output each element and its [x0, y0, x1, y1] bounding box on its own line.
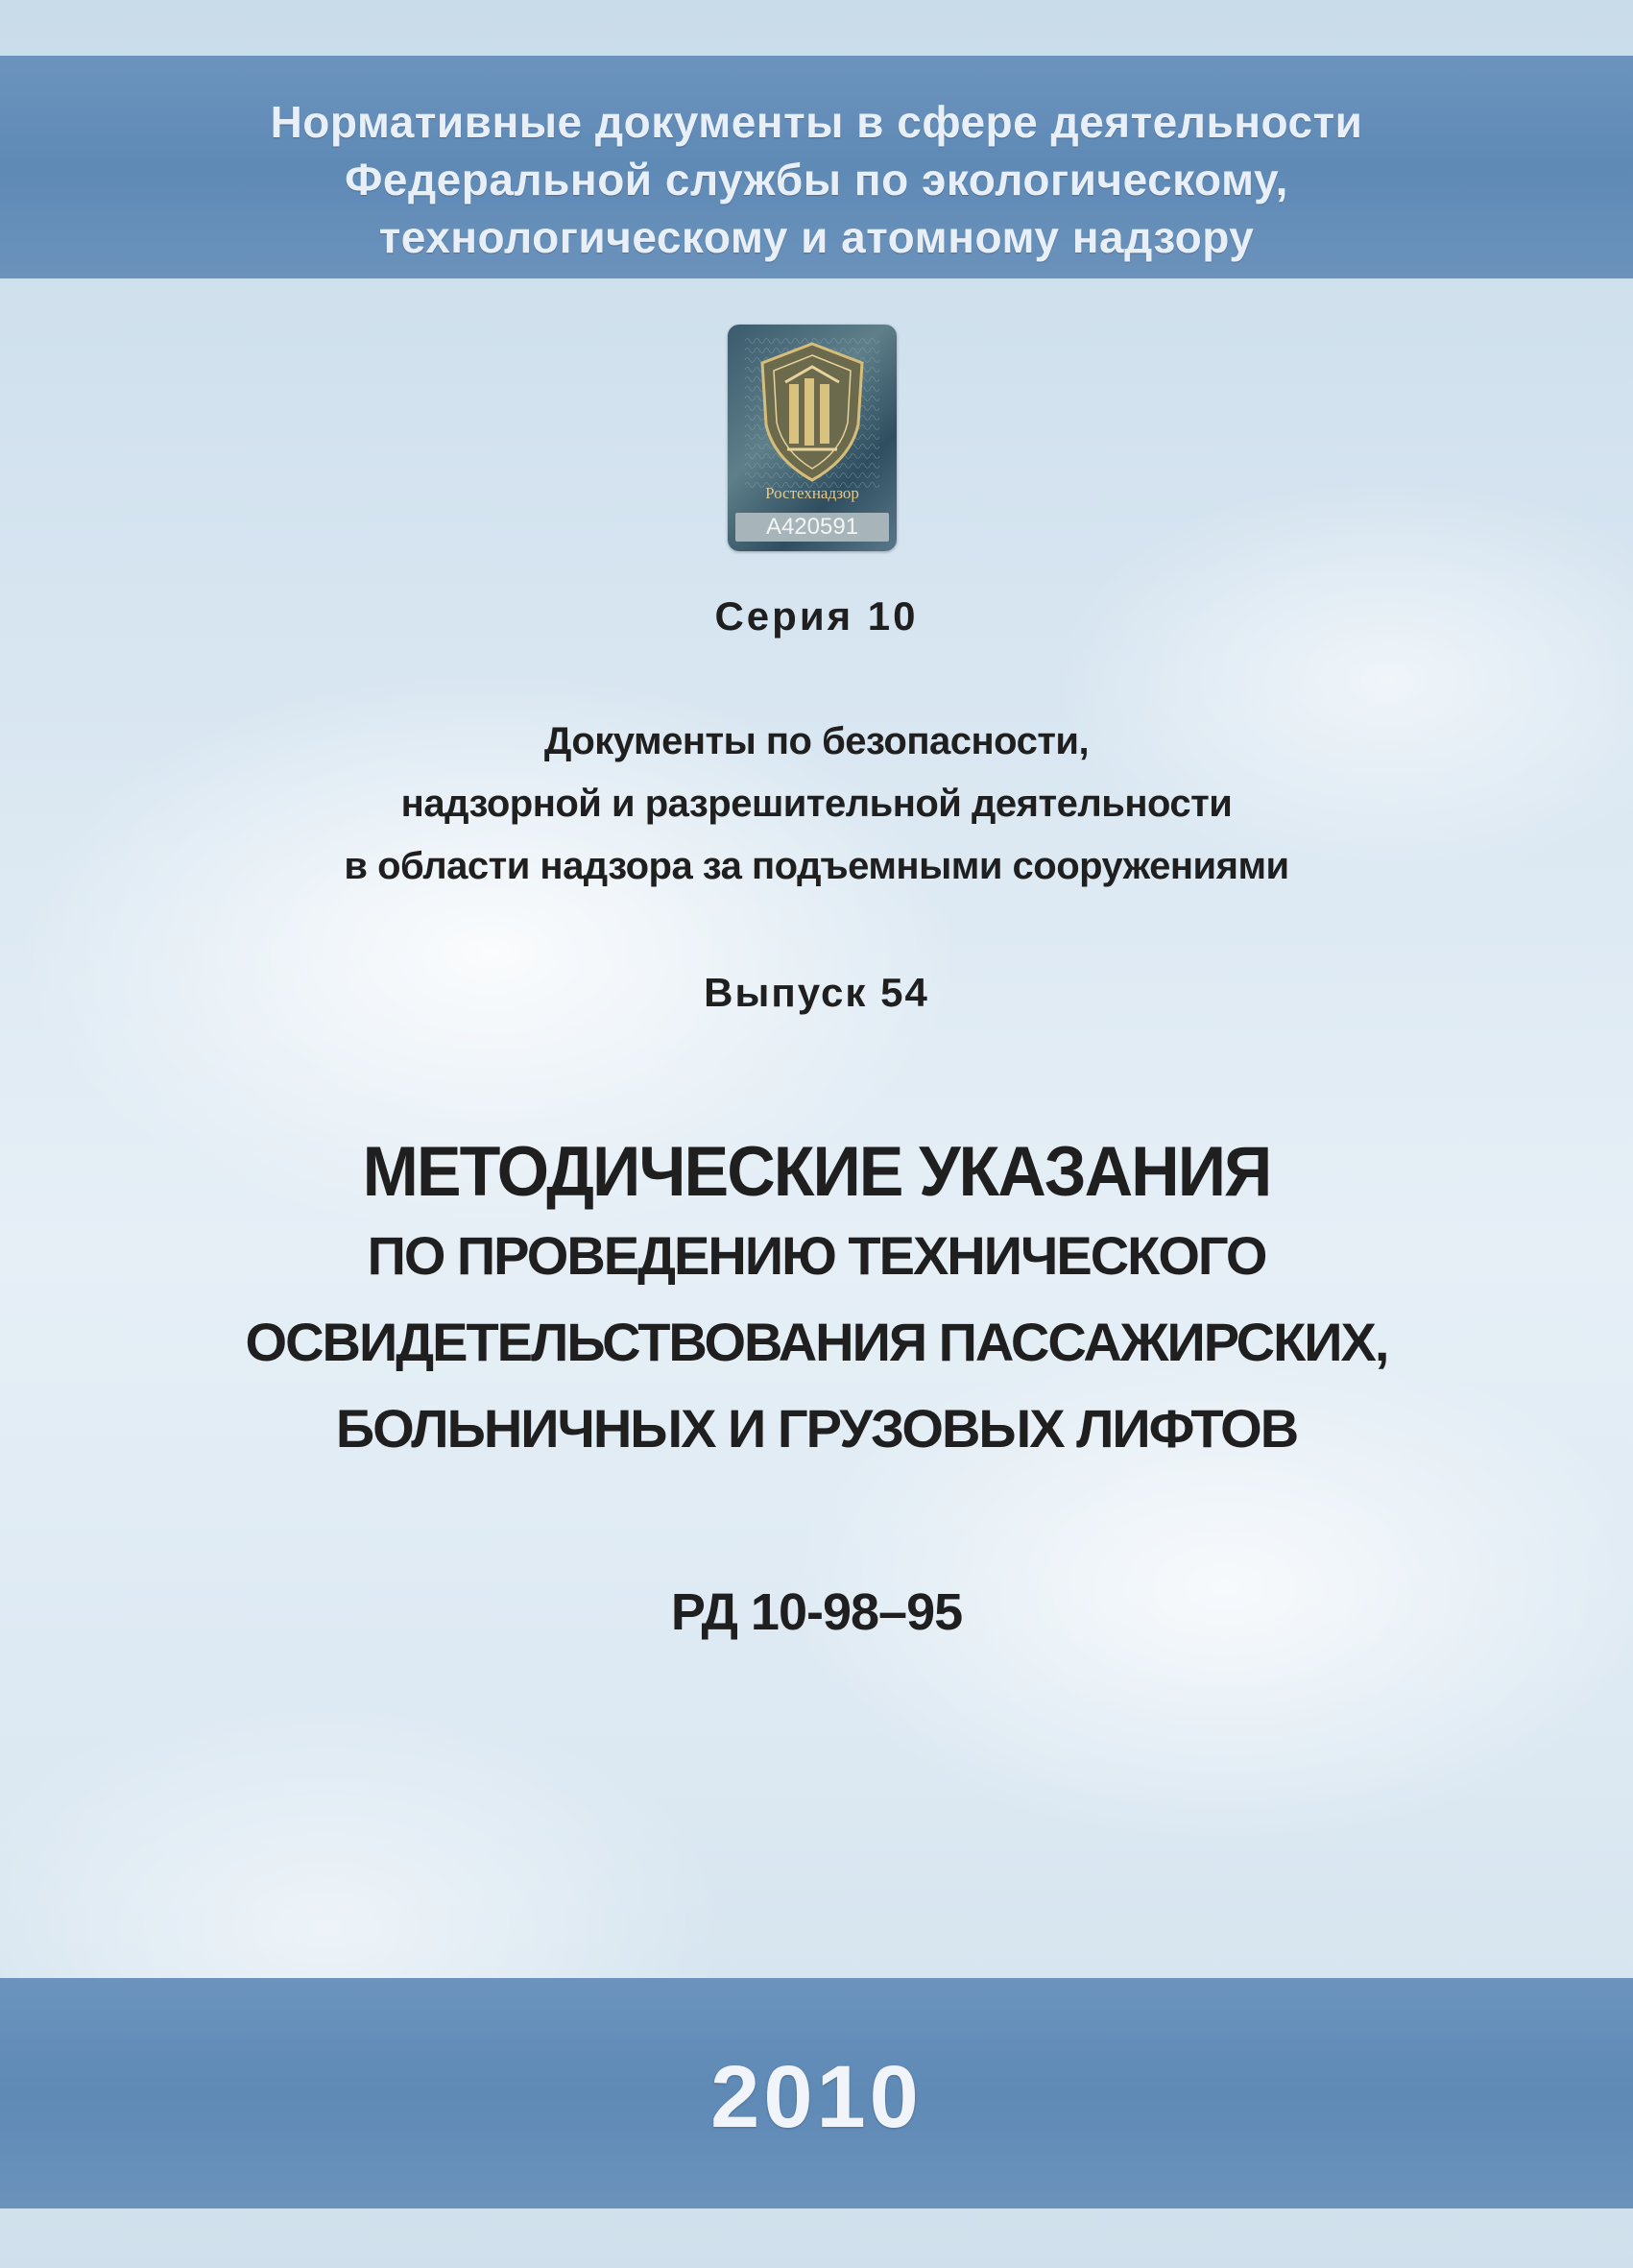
- hologram-seal: [728, 325, 897, 551]
- hologram-label: Ростехнадзор: [765, 484, 859, 502]
- header-line-2: Федеральной службы по экологическому,: [345, 155, 1288, 205]
- header-line-3: технологическому и атомному надзору: [378, 212, 1255, 262]
- document-title-line-2: ПО ПРОВЕДЕНИЮ ТЕХНИЧЕСКОГО: [367, 1225, 1266, 1286]
- series-label: Серия 10: [714, 593, 919, 639]
- hologram-serial-number: А420591: [735, 513, 889, 542]
- document-title-line-3: ОСВИДЕТЕЛЬСТВОВАНИЯ ПАССАЖИРСКИХ,: [245, 1312, 1388, 1372]
- publication-year: 2010: [710, 2048, 923, 2146]
- subtitle-line-3: в области надзора за подъемными сооружениями: [344, 845, 1289, 887]
- document-title-line-4: БОЛЬНИЧНЫХ И ГРУЗОВЫХ ЛИФТОВ: [335, 1398, 1298, 1459]
- document-code: РД 10-98–95: [670, 1583, 963, 1641]
- header-line-1: Нормативные документы в сфере деятельности: [270, 97, 1363, 147]
- issue-label: Выпуск 54: [704, 970, 929, 1015]
- document-title: МЕТОДИЧЕСКИЕ УКАЗАНИЯ: [362, 1132, 1271, 1211]
- subtitle-line-2: надзорной и разрешительной деятельности: [400, 783, 1233, 825]
- shield-emblem-icon: [745, 336, 879, 490]
- subtitle-line-1: Документы по безопасности,: [543, 720, 1090, 762]
